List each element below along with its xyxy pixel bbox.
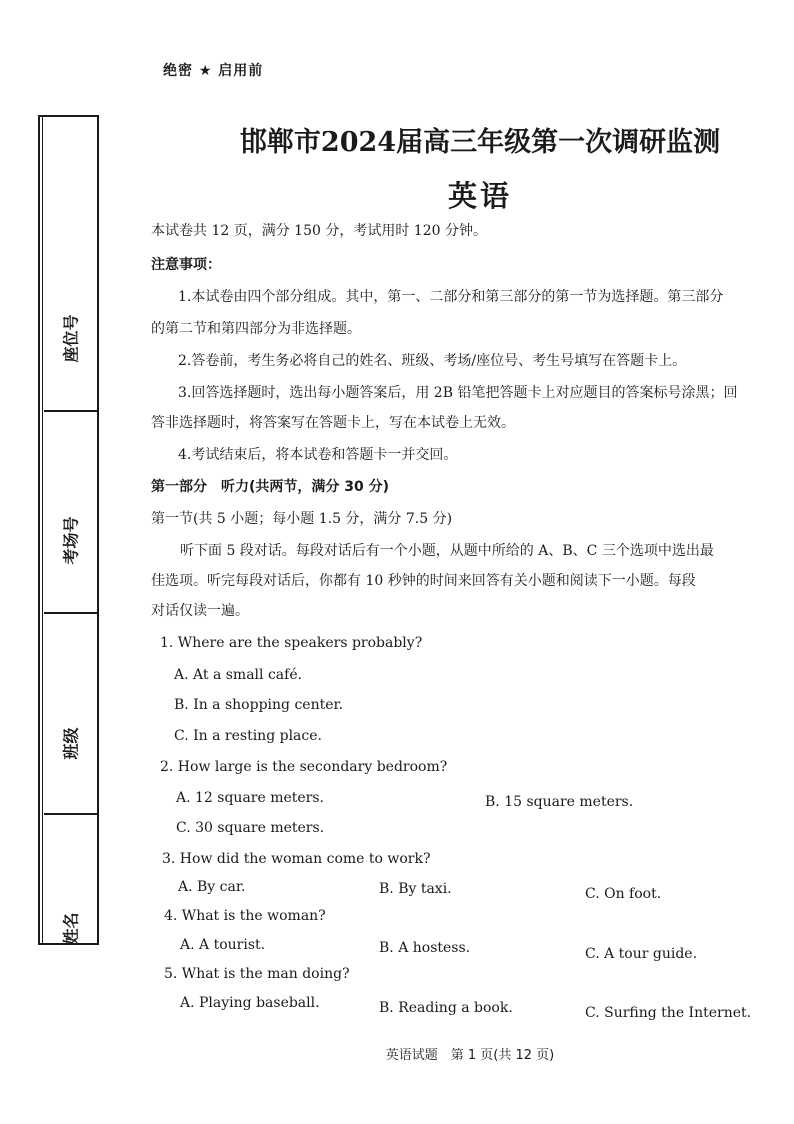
section-1-heading: 第一节(共 5 小题；每小题 1.5 分，满分 7.5 分) — [151, 511, 453, 527]
confidential-mark: 绝密 ★ 启用前 — [163, 63, 264, 79]
note-2: 2.答卷前，考生务必将自己的姓名、班级、考场/座位号、考生号填写在答题卡上。 — [178, 353, 687, 369]
instructions-line-3: 对话仅读一遍。 — [151, 603, 249, 619]
q5-option-a: A. Playing baseball. — [180, 995, 320, 1011]
instructions-line-1: 听下面 5 段对话。每段对话后有一个小题，从题中所给的 A、B、C 三个选项中选出最 — [180, 543, 714, 559]
q1-option-b: B. In a shopping center. — [174, 697, 344, 713]
q2-option-b: B. 15 square meters. — [485, 794, 634, 810]
instructions-line-2: 佳选项。听完每段对话后，你都有 10 秒钟的时间来回答有关小题和阅读下一小题。每段 — [151, 573, 696, 589]
note-4: 4.考试结束后，将本试卷和答题卡一并交回。 — [178, 447, 458, 463]
exam-title: 邯郸市2024届高三年级第一次调研监测 — [239, 127, 721, 158]
q2-option-a: A. 12 square meters. — [176, 790, 325, 806]
binding-strip-divider — [44, 612, 99, 614]
q1-option-a: A. At a small café. — [174, 667, 303, 683]
q4-option-c: C. A tour guide. — [585, 946, 698, 962]
note-1-line-2: 的第二节和第四部分为非选择题。 — [151, 321, 361, 337]
q3-option-a: A. By car. — [178, 879, 246, 895]
class-label: 班级 — [61, 727, 81, 760]
note-3-line-1: 3.回答选择题时，选出每小题答案后，用 2B 铅笔把答题卡上对应题目的答案标号涂黑；回 — [178, 385, 738, 401]
q1-option-c: C. In a resting place. — [174, 728, 322, 744]
subject-title: 英语 — [447, 179, 512, 213]
note-1-line-1: 1.本试卷由四个部分组成。其中，第一、二部分和第三部分的第一节为选择题。第三部分 — [178, 289, 724, 305]
name-label: 姓名 — [61, 912, 81, 945]
q3-option-b: B. By taxi. — [379, 881, 452, 897]
q3-option-c: C. On foot. — [585, 886, 662, 902]
q5-option-c: C. Surfing the Internet. — [585, 1005, 752, 1021]
q2-option-c: C. 30 square meters. — [176, 820, 325, 836]
part-1-heading: 第一部分 听力(共两节，满分 30 分) — [151, 479, 390, 495]
page-footer: 英语试题 第 1 页(共 12 页) — [385, 1048, 555, 1063]
question-5: 5. What is the man doing? — [164, 966, 350, 982]
binding-strip-divider — [44, 813, 99, 815]
question-1: 1. Where are the speakers probably? — [160, 635, 423, 651]
binding-strip-divider — [44, 410, 99, 412]
seat-number-label: 座位号 — [61, 314, 81, 363]
exam-room-label: 考场号 — [61, 516, 81, 565]
q5-option-b: B. Reading a book. — [379, 1000, 513, 1016]
exam-info: 本试卷共 12 页，满分 150 分，考试用时 120 分钟。 — [151, 223, 487, 239]
q4-option-b: B. A hostess. — [379, 940, 471, 956]
q4-option-a: A. A tourist. — [180, 937, 266, 953]
notes-heading: 注意事项： — [151, 257, 221, 273]
question-4: 4. What is the woman? — [164, 908, 326, 924]
binding-strip-inner-line — [42, 115, 43, 945]
note-3-line-2: 答非选择题时，将答案写在答题卡上，写在本试卷上无效。 — [151, 415, 515, 431]
question-3: 3. How did the woman come to work? — [162, 851, 431, 867]
question-2: 2. How large is the secondary bedroom? — [160, 759, 448, 775]
